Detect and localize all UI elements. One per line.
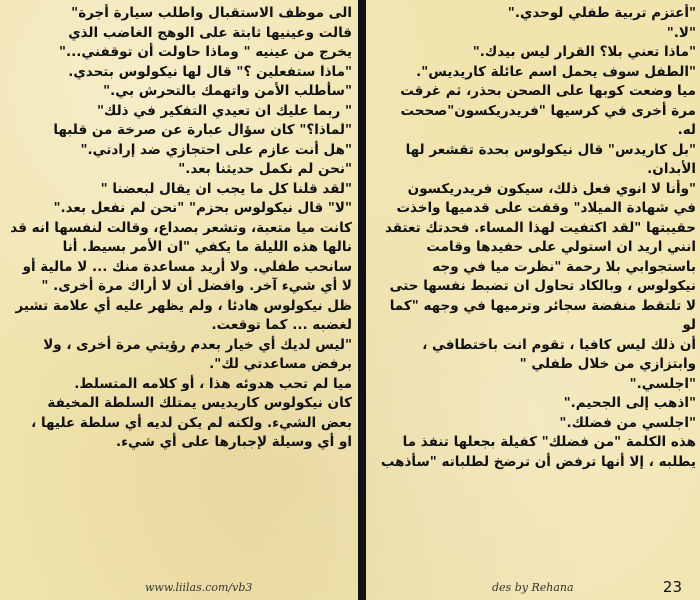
text-line: "لقد قلنا كل ما يجب ان يقال لبعضنا " [100,180,352,197]
text-line: "لا." [666,24,696,41]
text-line: كان نيكولوس كاريديس يمتلك السلطة المخيفة [47,395,352,411]
text-line: نيكولوس ، وبالكاد تحاول ان تضبط نفسها حتى [389,278,696,294]
column-divider [358,0,366,600]
text-line: قالت وعينيها ثابتة على الوهج الغاضب الذي [68,24,352,41]
text-line: "هل أنت عازم على احتجازي ضد إرادتي." [80,141,352,158]
text-line: "اذهب إلى الجحيم." [563,395,696,411]
text-line: باستجوابي بلا رحمة "نظرت ميا في وجه [432,258,696,275]
text-line: يخرج من عينيه " وماذا حاولت أن توقفني..." [58,44,352,60]
text-line: حقيبتها "لقد اكتفيت لهذا المساء. فحدتك تعتقد [385,219,696,236]
right-text-column [374,4,696,576]
left-text-column [4,4,352,576]
text-line: لا أي شيء آخر. وافضل أن لا أراك مرة أخرى. " [41,278,352,294]
text-line: "أعتزم تربية طفلي لوحدي." [507,5,696,21]
text-line: "ماذا تعني بلا؟ القرار ليس بيدك." [472,44,696,60]
text-line: "الطفل سوف يحمل اسم عائلة كاريديس". [416,63,696,80]
text-line: "نحن لم نكمل حديثنا بعد." [178,161,352,177]
text-line: برفض مساعدتي لك". [209,356,352,372]
text-line: مرة أخرى في كرسيها "فريدريكسون"صححت [400,102,696,119]
text-line: الأبدان. [647,161,696,177]
text-line: وابتزازي من خلال طفلي " [519,356,696,372]
text-line: ميا لم تحب هدوئه هذا ، أو كلامه المتسلط. [74,375,352,392]
text-line: "وأنا لا انوي فعل ذلك، سيكون فريدريكسون [407,180,696,197]
text-line: "لا" قال نيكولوس بحزم" "نحن لم نفعل بعد." [53,200,352,216]
text-line: او أي وسيلة لإجبارها على أي شيء. [115,434,352,450]
text-line: "ليس لديك أي خيار بعدم رؤيتي مرة أخرى ، ولا [43,336,352,353]
text-line: ميا وضعت كوبها على الصحن بحذر، ثم غرقت [400,83,696,99]
text-line: لا تلتقط منفضة سجائر وترميها في وجهه "كما لو [389,297,696,333]
text-line: "سأطلب الأمن واتهمك بالتحرش بي." [103,83,352,99]
text-line: نالها هذه الليلة ما يكفي "ان الأمر بسيط. أنا [62,239,352,255]
site-watermark: www.liilas.com/vb3 [145,581,253,594]
text-line: أن ذلك ليس كافيا ، تقوم انت باختطافي ، [422,336,696,353]
text-line: ظل نيكولوس هادئا ، ولم يظهر عليه أي علامة تشير [15,297,352,314]
text-line: له. [677,122,696,138]
design-credit: des by Rehana [492,581,574,594]
text-line: الى موظف الاستقبال واطلب سيارة أجرة" [71,5,352,21]
text-line: "اجلسي من فضلك." [559,414,696,431]
text-line: "اجلسي." [629,375,696,392]
text-line: "لماذا؟" كان سؤال عبارة عن صرخة من قلبها [53,122,352,138]
text-line: كانت ميا متعبة، وتشعر بصداع، وقالت لنفسها انه قد [10,219,352,236]
text-line: "ماذا ستفعلين ؟" قال لها نيكولوس بتحدي. [68,63,352,80]
page-number: 23 [662,578,682,596]
text-line: سانحب طفلي. ولا أريد مساعدة منك ... لا مالية أو [22,258,352,275]
text-line: بعض الشيء. ولكنه لم يكن لديه أي سلطة عليها ، [31,414,352,431]
text-line: انني اريد ان استولي على حفيدها وقامت [426,239,696,255]
text-line: لغضبه ... كما توقعت. [211,317,352,333]
text-line: يطلبه ، إلا أنها ترفض أن ترضخ لطلباته "سأذهب [380,453,696,470]
text-line: هذه الكلمة "من فضلك" كفيلة بجعلها تنفذ ما [402,434,696,450]
text-line: "بل كاريدس" قال نيكولوس بحدة تقشعر لها [405,141,696,158]
text-line: في شهادة الميلاد" وقفت على قدميها واخذت [396,200,696,216]
text-line: " ربما عليك ان تعيدي التفكير في ذلك" [96,102,352,119]
